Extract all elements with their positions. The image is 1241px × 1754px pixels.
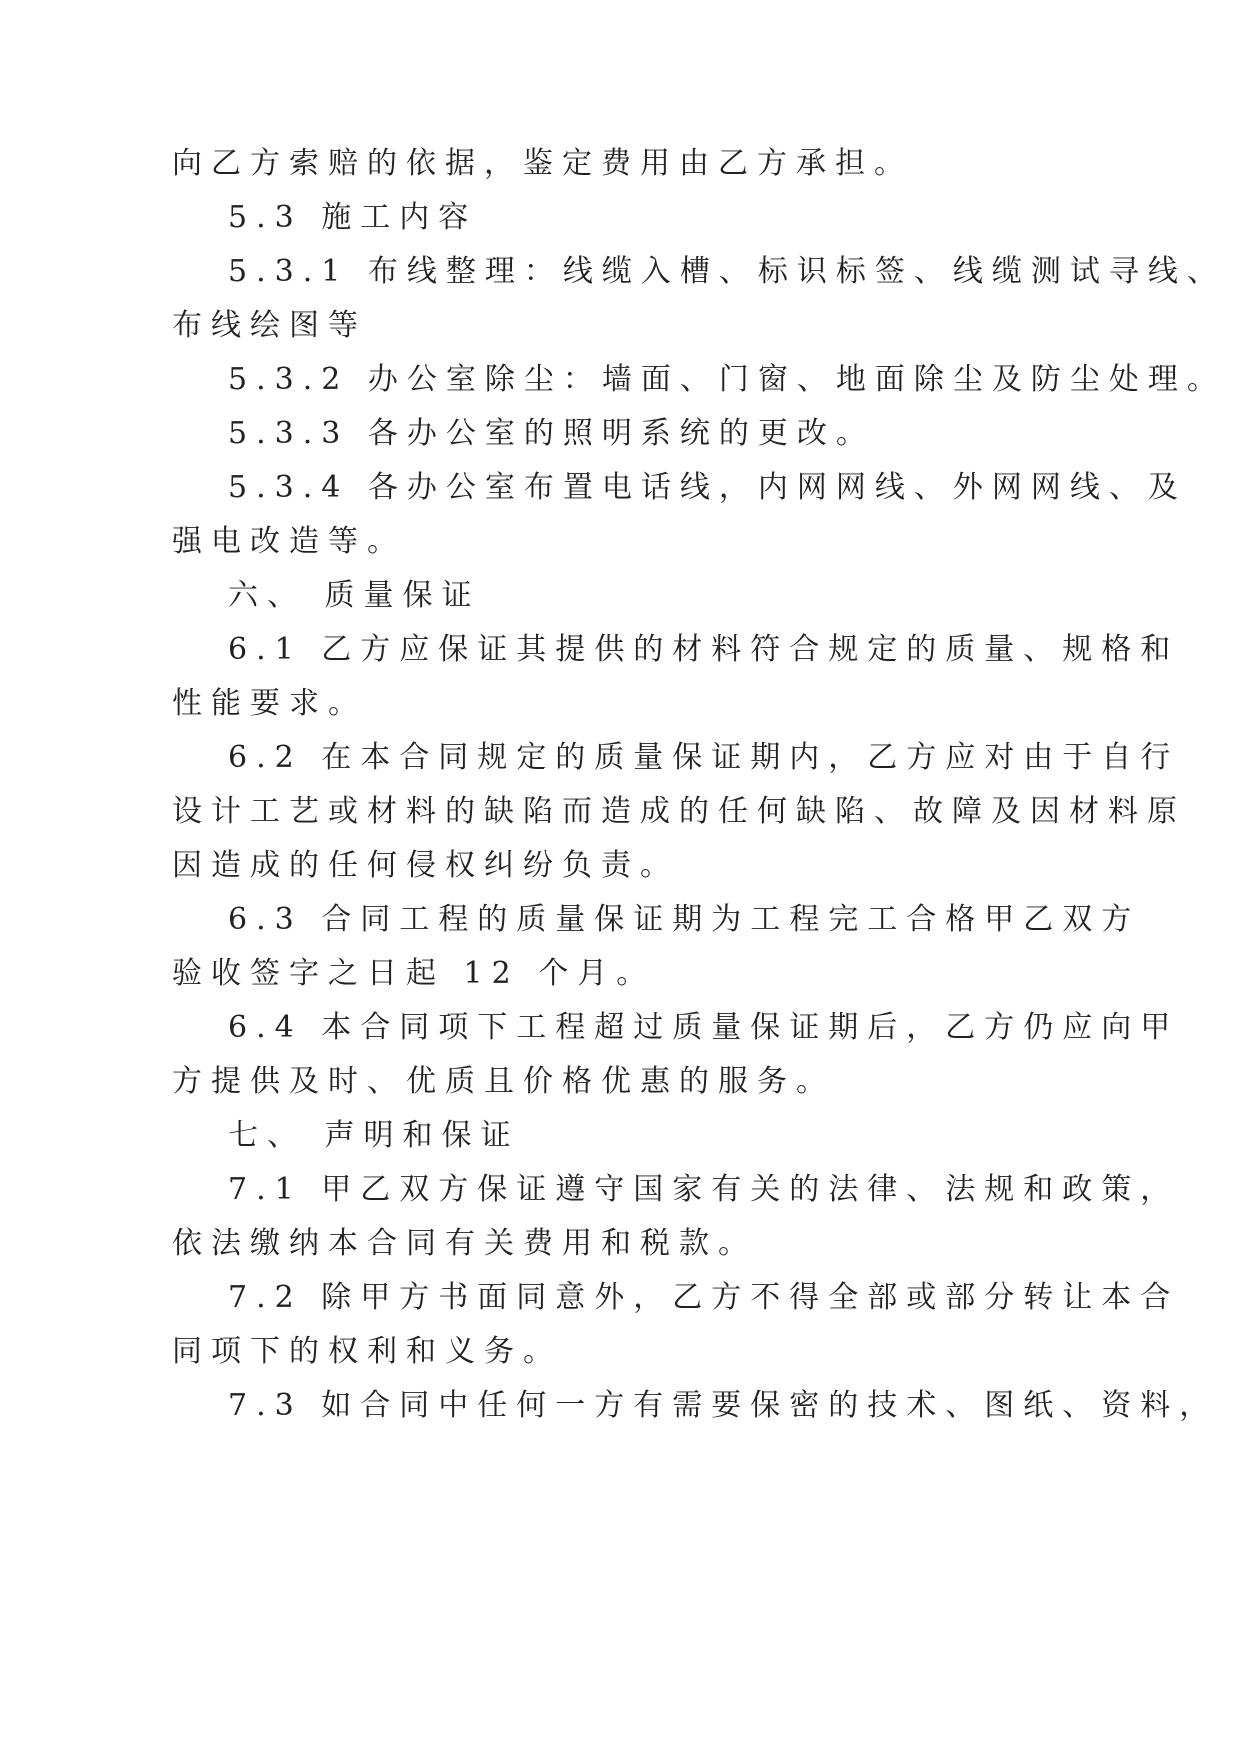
text-line: 6.1 乙方应保证其提供的材料符合规定的质量、规格和 bbox=[228, 632, 1180, 667]
text-line: 方提供及时、优质且价格优惠的服务。 bbox=[172, 1064, 835, 1099]
section-heading: 七、 声明和保证 bbox=[228, 1118, 520, 1153]
text-line: 验收签字之日起 12 个月。 bbox=[172, 956, 656, 991]
text-line: 7.1 甲乙双方保证遵守国家有关的法律、法规和政策， bbox=[228, 1172, 1180, 1207]
text-line: 5.3.1 布线整理：线缆入槽、标识标签、线缆测试寻线、 bbox=[228, 254, 1226, 289]
text-line: 因造成的任何侵权纠纷负责。 bbox=[172, 848, 679, 883]
text-line: 6.2 在本合同规定的质量保证期内，乙方应对由于自行 bbox=[228, 740, 1180, 775]
text-line: 设计工艺或材料的缺陷而造成的任何缺陷、故障及因材料原 bbox=[172, 794, 1186, 829]
section-heading: 六、 质量保证 bbox=[228, 578, 481, 613]
text-line: 7.3 如合同中任何一方有需要保密的技术、图纸、资料， bbox=[228, 1388, 1219, 1423]
text-line: 依法缴纳本合同有关费用和税款。 bbox=[172, 1226, 757, 1261]
text-line: 布线绘图等 bbox=[172, 308, 367, 343]
text-line: 5.3.3 各办公室的照明系统的更改。 bbox=[228, 416, 875, 451]
text-line: 性能要求。 bbox=[172, 686, 367, 721]
text-line: 7.2 除甲方书面同意外，乙方不得全部或部分转让本合 bbox=[228, 1280, 1180, 1315]
section-heading: 5.3 施工内容 bbox=[228, 200, 478, 235]
text-line: 5.3.2 办公室除尘：墙面、门窗、地面除尘及防尘处理。 bbox=[228, 362, 1226, 397]
text-line: 6.3 合同工程的质量保证期为工程完工合格甲乙双方 bbox=[228, 902, 1141, 937]
text-line: 强电改造等。 bbox=[172, 524, 406, 559]
text-line: 6.4 本合同项下工程超过质量保证期后，乙方仍应向甲 bbox=[228, 1010, 1180, 1045]
text-line: 5.3.4 各办公室布置电话线，内网网线、外网网线、及 bbox=[228, 470, 1187, 505]
text-line: 向乙方索赔的依据，鉴定费用由乙方承担。 bbox=[172, 146, 913, 181]
text-line: 同项下的权利和义务。 bbox=[172, 1334, 562, 1369]
